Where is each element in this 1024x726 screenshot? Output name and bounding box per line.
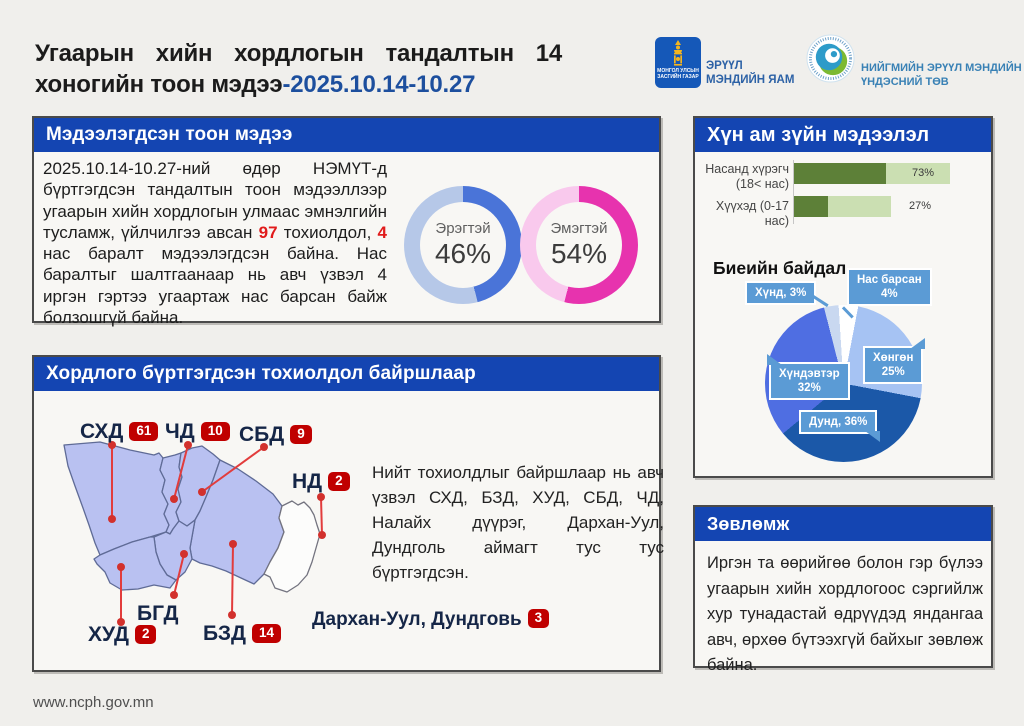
male-donut-label: Эрэгтэй	[435, 220, 491, 237]
body-condition-title: Биеийн байдал	[713, 258, 847, 278]
report-date-range: -2025.10.14-10.27	[282, 71, 476, 98]
page-title	[35, 38, 562, 100]
reported-data-text: 2025.10.14-10.27-ний өдөр НЭМҮТ-д бүртгэгдсэн тандалтын тоон мэдээллээр угаарын хийн хордлогын улмаас эмнэлгийн тусламж, үйлчилгээ авсан 97 тохиолдол, 4 нас баралт мэдээлэгдсэн байна. Нас баралтыг шалтгаанаар нь авч үзвэл 4 иргэн гэртээ угаартаж нас барсан байж болзошгүй байна.	[43, 159, 387, 328]
bar-children-rest-segment	[828, 196, 891, 217]
district-label-chd: ЧД 10	[165, 420, 230, 444]
bar-adults-value-label: 73%	[912, 167, 935, 179]
pie-callout-deceased: Нас барсан 4%	[847, 268, 932, 306]
count-badge-bzd: 14	[252, 624, 281, 643]
pie-callout-severe: Хүнд, 3%	[745, 281, 816, 305]
count-badge-nd: 2	[328, 472, 350, 491]
ministry-of-health-label: ЭРҮҮЛ МЭНДИЙН ЯАМ	[706, 60, 795, 86]
district-shapes	[64, 442, 320, 592]
bar-adults-value-segment	[794, 163, 886, 184]
bar-children-value-segment	[794, 196, 828, 217]
pie-callout-moderately-severe: Хүндэвтэр 32%	[769, 362, 850, 400]
page-title-line2	[35, 69, 562, 100]
government-logo-line2: ЗАСГИЙН ГАЗАР	[657, 74, 699, 80]
pie-callout-mild: Хөнгөн 25%	[863, 346, 923, 384]
count-badge-khud: 2	[135, 625, 157, 644]
stat-number: 97	[258, 222, 278, 242]
aimag-label: Дархан-Уул, Дундговь 3	[312, 609, 549, 631]
demographics-header: Хүн ам зүйн мэдээлэл	[695, 118, 991, 152]
government-logo-text	[657, 68, 699, 80]
page-title-line2-black: хоногийн тоон мэдээ	[35, 71, 283, 98]
location-note: Нийт тохиолдлыг байршлаар нь авч үзвэл СХД, БЗД, ХУД, СБД, ЧД, Налайх дүүрэг, Дархан-Уул, Дундголь аймагт тус тус бүртгэгдсэн.	[372, 463, 664, 582]
district-label-bzd: БЗД 14	[203, 622, 281, 646]
count-badge-chd: 10	[201, 422, 230, 441]
district-label-skhd: СХД 61	[80, 420, 158, 444]
location-header: Хордлого бүртгэгдсэн тохиолдол байршлаар	[34, 357, 659, 391]
reported-data-panel	[32, 116, 661, 328]
stat-number: 4	[377, 222, 387, 242]
reported-data-header: Мэдээлэгдсэн тоон мэдээ	[34, 118, 659, 152]
count-badge-skhd: 61	[129, 422, 158, 441]
bar-row-adults: Насанд хүрэгч (18< нас) 73%	[695, 163, 991, 185]
page-title-line1: Угаарын хийн хордлогын тандалтын 14	[35, 40, 562, 67]
bar-children-value-label: 27%	[909, 200, 932, 212]
female-donut-chart	[520, 186, 638, 304]
ncph-center-label: НИЙГМИЙН ЭРҮҮЛ МЭНДИЙН ҮНДЭСНИЙ ТӨВ	[861, 62, 1022, 88]
male-donut-value: 46%	[434, 238, 492, 269]
government-logo	[655, 37, 701, 88]
advice-panel	[693, 505, 993, 674]
government-logo-line1: МОНГОЛ УЛСЫН	[657, 68, 699, 74]
footer-url: www.ncph.gov.mn	[33, 694, 154, 711]
district-label-sbd: СБД 9	[239, 423, 312, 447]
female-donut-label: Эмэгтэй	[550, 220, 608, 237]
location-panel	[32, 355, 664, 672]
soyombo-icon	[670, 40, 686, 66]
ncph-logo	[806, 34, 855, 83]
demographics-panel	[693, 116, 993, 478]
district-label-bgd: БГД	[137, 602, 179, 625]
female-donut-value: 54%	[550, 238, 608, 269]
advice-text: Иргэн та өөрийгөө болон гэр бүлээ угаарын хийн хордлогоос сэргийлж хур тунадастай өдрүүдэд яндангаа авч, өрхөө бүтээхгүй байхыг зөвлөж байна.	[707, 554, 983, 674]
count-badge-aimag: 3	[528, 609, 550, 628]
district-map	[42, 417, 352, 657]
advice-header: Зөвлөмж	[695, 507, 991, 541]
count-badge-sbd: 9	[290, 425, 312, 444]
district-label-khud: ХУД 2	[88, 623, 156, 647]
male-donut-chart	[404, 186, 522, 304]
district-label-nd: НД 2	[292, 470, 350, 494]
pie-callout-moderate: Дунд, 36%	[799, 410, 877, 434]
bar-row-children: Хүүхэд (0-17 нас) 27%	[695, 196, 991, 218]
